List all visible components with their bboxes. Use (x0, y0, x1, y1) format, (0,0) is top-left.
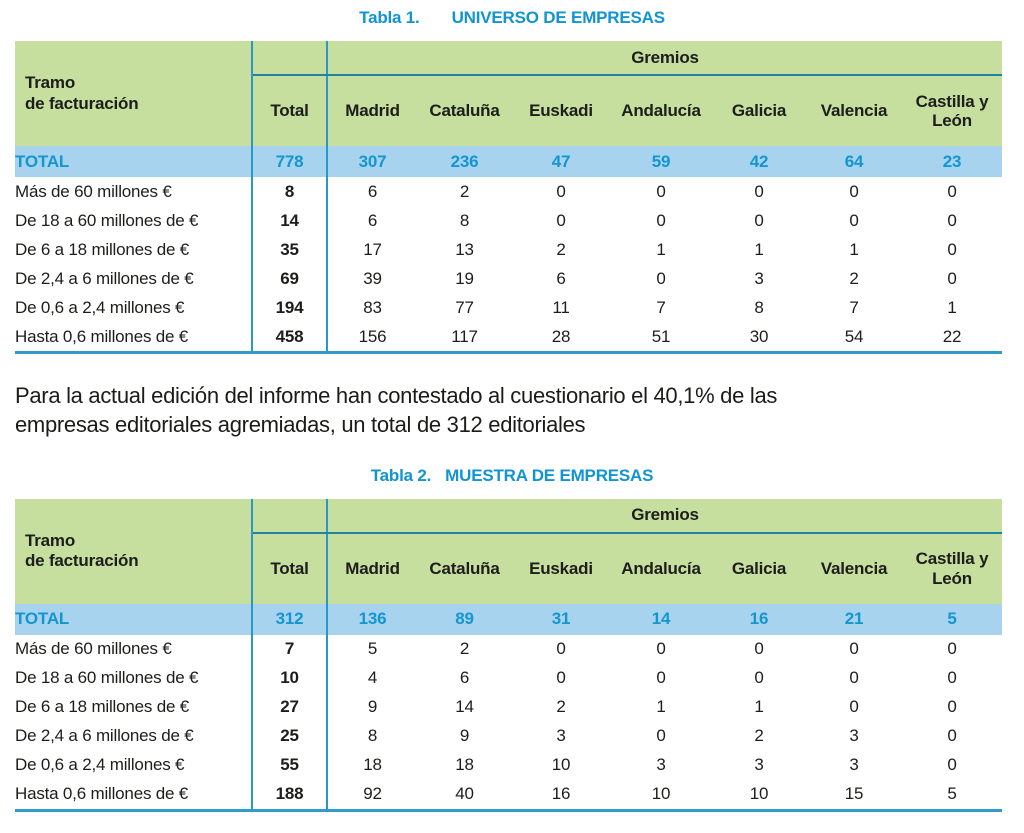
table-row (15, 780, 1002, 811)
cell-cataluña: 8 (459, 210, 470, 230)
row-label: Hasta 0,6 millones de € (15, 780, 252, 811)
column-header-tramo-de-facturacion (15, 41, 252, 146)
table1-title-text: UNIVERSO DE EMPRESAS (451, 8, 665, 27)
cell-castilla-y-león: 1 (947, 297, 957, 317)
table1-title (0, 8, 1024, 28)
row-label: De 2,4 a 6 millones de € (15, 264, 252, 293)
cell-cataluña: 117 (451, 326, 478, 346)
row-total-value: 55 (252, 751, 327, 780)
cell-euskadi: 0 (556, 639, 566, 658)
cell-castilla-y-león: 0 (947, 755, 957, 774)
cell-andalucía: 0 (656, 210, 666, 230)
cell-madrid: 8 (367, 726, 378, 745)
cell-madrid: 4 (367, 668, 378, 687)
cell-castilla-y-león: 23 (902, 146, 1002, 177)
cell-valencia: 0 (849, 639, 859, 658)
table-row (15, 206, 1002, 235)
cell-castilla-y-león: 0 (947, 668, 957, 687)
cell-castilla-y-león: 0 (947, 697, 957, 716)
cell-andalucía: 10 (651, 784, 671, 803)
total-column-spacer (252, 41, 327, 75)
cell-madrid: 17 (363, 239, 382, 259)
cell-cataluña: 9 (459, 726, 470, 745)
row-label: De 0,6 a 2,4 millones € (15, 293, 252, 322)
cell-valencia: 3 (849, 726, 859, 745)
row-label: TOTAL (15, 146, 252, 177)
table-total-row (15, 146, 1002, 177)
table-total-row (15, 604, 1002, 635)
cell-andalucía: 0 (656, 181, 666, 201)
row-total-value: 7 (252, 635, 327, 664)
cell-euskadi: 6 (556, 268, 566, 288)
cell-cataluña: 19 (455, 268, 474, 288)
cell-cataluña: 89 (417, 604, 512, 635)
row-label: De 6 a 18 millones de € (15, 693, 252, 722)
column-header-galicia: Galicia (712, 75, 806, 146)
cell-valencia: 0 (849, 668, 859, 687)
row-total-value: 8 (252, 177, 327, 206)
cell-madrid: 5 (367, 639, 378, 658)
cell-valencia: 0 (849, 181, 859, 201)
cell-galicia: 16 (712, 604, 806, 635)
row-total-value: 69 (252, 264, 327, 293)
cell-galicia: 1 (754, 239, 764, 259)
cell-madrid: 39 (363, 268, 382, 288)
cell-cataluña: 18 (455, 755, 474, 774)
cell-galicia: 42 (712, 146, 806, 177)
cell-euskadi: 16 (551, 784, 571, 803)
row-total-value: 25 (252, 722, 327, 751)
row-label: Hasta 0,6 millones de € (15, 322, 252, 353)
cell-cataluña: 13 (455, 239, 474, 259)
cell-andalucía: 0 (656, 726, 666, 745)
tramo-line2: de facturación (25, 551, 139, 570)
cell-euskadi: 0 (556, 210, 566, 230)
column-header-cataluña: Cataluña (417, 75, 512, 146)
cell-valencia: 0 (849, 697, 859, 716)
tramo-line1: Tramo (25, 530, 76, 550)
row-label: De 18 a 60 millones de € (15, 664, 252, 693)
cell-galicia: 3 (754, 755, 764, 774)
cell-euskadi: 3 (556, 726, 566, 745)
cell-euskadi: 2 (556, 239, 566, 259)
cell-galicia: 2 (754, 726, 764, 745)
cell-euskadi: 11 (552, 297, 570, 317)
cell-madrid: 307 (327, 146, 417, 177)
cell-madrid: 83 (363, 297, 382, 317)
column-group-gremios: Gremios (327, 499, 1002, 533)
table-row (15, 293, 1002, 322)
column-header-cataluña: Cataluña (417, 533, 512, 604)
cell-galicia: 30 (749, 326, 769, 346)
column-header-tramo-de-facturacion (15, 499, 252, 604)
table1-title-number: Tabla 1. (359, 8, 420, 27)
row-label: De 2,4 a 6 millones de € (15, 722, 252, 751)
row-total-value: 10 (252, 664, 327, 693)
cell-euskadi: 2 (556, 697, 566, 716)
cell-castilla-y-león: 0 (947, 210, 957, 230)
column-header-valencia: Valencia (806, 533, 902, 604)
cell-madrid: 92 (363, 784, 382, 803)
table-row (15, 751, 1002, 780)
cell-andalucía: 1 (656, 239, 666, 259)
table-row (15, 722, 1002, 751)
cell-cataluña: 2 (459, 639, 470, 658)
cell-valencia: 3 (849, 755, 859, 774)
row-label: Más de 60 millones € (15, 177, 252, 206)
column-header-madrid: Madrid (327, 533, 417, 604)
row-label: De 0,6 a 2,4 millones € (15, 751, 252, 780)
table2-title-text: MUESTRA DE EMPRESAS (445, 465, 654, 485)
cell-madrid: 6 (367, 181, 378, 201)
total-column-spacer (252, 499, 327, 533)
cell-castilla-y-león: 0 (947, 239, 957, 259)
cell-galicia: 0 (754, 210, 764, 230)
cell-madrid: 6 (367, 210, 378, 230)
cell-valencia: 15 (844, 784, 864, 803)
cell-castilla-y-león: 5 (902, 604, 1002, 635)
tramo-line2: de facturación (25, 93, 139, 113)
cell-galicia: 0 (754, 181, 764, 201)
cell-valencia: 2 (849, 268, 859, 288)
cell-andalucía: 3 (656, 755, 666, 774)
cell-euskadi: 47 (512, 146, 610, 177)
row-total-value: 27 (252, 693, 327, 722)
column-header-euskadi: Euskadi (512, 533, 610, 604)
column-group-gremios: Gremios (327, 41, 1002, 75)
row-total-value: 312 (252, 604, 327, 635)
column-header-castilla-y-león: Castilla y León (902, 75, 1002, 146)
table-row (15, 264, 1002, 293)
cell-valencia: 21 (806, 604, 902, 635)
row-total-value: 194 (252, 293, 327, 322)
column-header-galicia: Galicia (712, 533, 806, 604)
cell-galicia: 0 (754, 639, 764, 658)
cell-euskadi: 31 (512, 604, 610, 635)
cell-galicia: 1 (754, 697, 764, 716)
cell-madrid: 9 (367, 697, 378, 716)
row-label: De 6 a 18 millones de € (15, 235, 252, 264)
cell-andalucía: 7 (656, 297, 666, 317)
row-total-value: 458 (252, 322, 327, 353)
cell-castilla-y-león: 5 (947, 784, 957, 803)
cell-madrid: 156 (358, 326, 387, 346)
column-header-madrid: Madrid (327, 75, 417, 146)
cell-castilla-y-león: 0 (947, 639, 957, 658)
table2-title (0, 466, 1024, 486)
cell-andalucía: 14 (610, 604, 712, 635)
cell-andalucía: 1 (656, 697, 666, 716)
row-label: De 18 a 60 millones de € (15, 206, 252, 235)
row-total-value: 14 (252, 206, 327, 235)
cell-andalucía: 0 (656, 268, 666, 288)
cell-madrid: 18 (363, 755, 382, 774)
cell-castilla-y-león: 0 (947, 726, 957, 745)
column-header-euskadi: Euskadi (512, 75, 610, 146)
column-header-valencia: Valencia (806, 75, 902, 146)
cell-euskadi: 10 (551, 755, 571, 774)
cell-cataluña: 236 (417, 146, 512, 177)
table-row (15, 322, 1002, 353)
table-row (15, 635, 1002, 664)
table2-title-number: Tabla 2. (370, 465, 432, 485)
cell-andalucía: 0 (656, 639, 666, 658)
cell-valencia: 7 (849, 297, 859, 317)
paragraph-line1: Para la actual edición del informe han contestado al cuestionario el 40,1% de las (15, 383, 778, 408)
column-header-total: Total (252, 533, 327, 604)
cell-galicia: 3 (754, 268, 764, 288)
cell-valencia: 54 (844, 326, 864, 346)
cell-cataluña: 6 (459, 668, 470, 687)
cell-galicia: 10 (749, 784, 769, 803)
cell-cataluña: 77 (455, 297, 474, 317)
table-row (15, 664, 1002, 693)
cell-andalucía: 0 (656, 668, 666, 687)
cell-madrid: 136 (327, 604, 417, 635)
table-row (15, 235, 1002, 264)
cell-euskadi: 0 (556, 668, 566, 687)
table-row (15, 177, 1002, 206)
cell-valencia: 64 (806, 146, 902, 177)
cell-andalucía: 59 (610, 146, 712, 177)
cell-valencia: 1 (849, 239, 859, 259)
column-header-andalucía: Andalucía (610, 75, 712, 146)
cell-euskadi: 0 (556, 181, 566, 201)
column-header-castilla-y-león: Castilla y León (902, 533, 1002, 604)
cell-galicia: 0 (754, 668, 764, 687)
table-row (15, 693, 1002, 722)
header-row-group (15, 499, 1002, 533)
column-header-andalucía: Andalucía (610, 533, 712, 604)
table2-muestra-de-empresas (15, 499, 1002, 812)
row-total-value: 188 (252, 780, 327, 811)
cell-castilla-y-león: 0 (947, 268, 957, 288)
cell-castilla-y-león: 0 (947, 181, 957, 201)
paragraph-line2: empresas editoriales agremiadas, un total de 312 editoriales (15, 412, 586, 438)
tramo-line1: Tramo (25, 73, 76, 93)
cell-andalucía: 51 (651, 326, 671, 346)
cell-cataluña: 2 (459, 181, 470, 201)
row-total-value: 35 (252, 235, 327, 264)
body-paragraph (15, 381, 1012, 440)
table1-universo-de-empresas (15, 41, 1002, 354)
row-label: Más de 60 millones € (15, 635, 252, 664)
cell-castilla-y-león: 22 (942, 326, 962, 346)
header-row-group (15, 41, 1002, 75)
cell-valencia: 0 (849, 210, 859, 230)
row-label: TOTAL (15, 604, 252, 635)
cell-cataluña: 14 (455, 697, 474, 716)
cell-cataluña: 40 (455, 784, 474, 803)
column-header-total: Total (252, 75, 327, 146)
cell-euskadi: 28 (551, 326, 571, 346)
cell-galicia: 8 (754, 297, 764, 317)
row-total-value: 778 (252, 146, 327, 177)
